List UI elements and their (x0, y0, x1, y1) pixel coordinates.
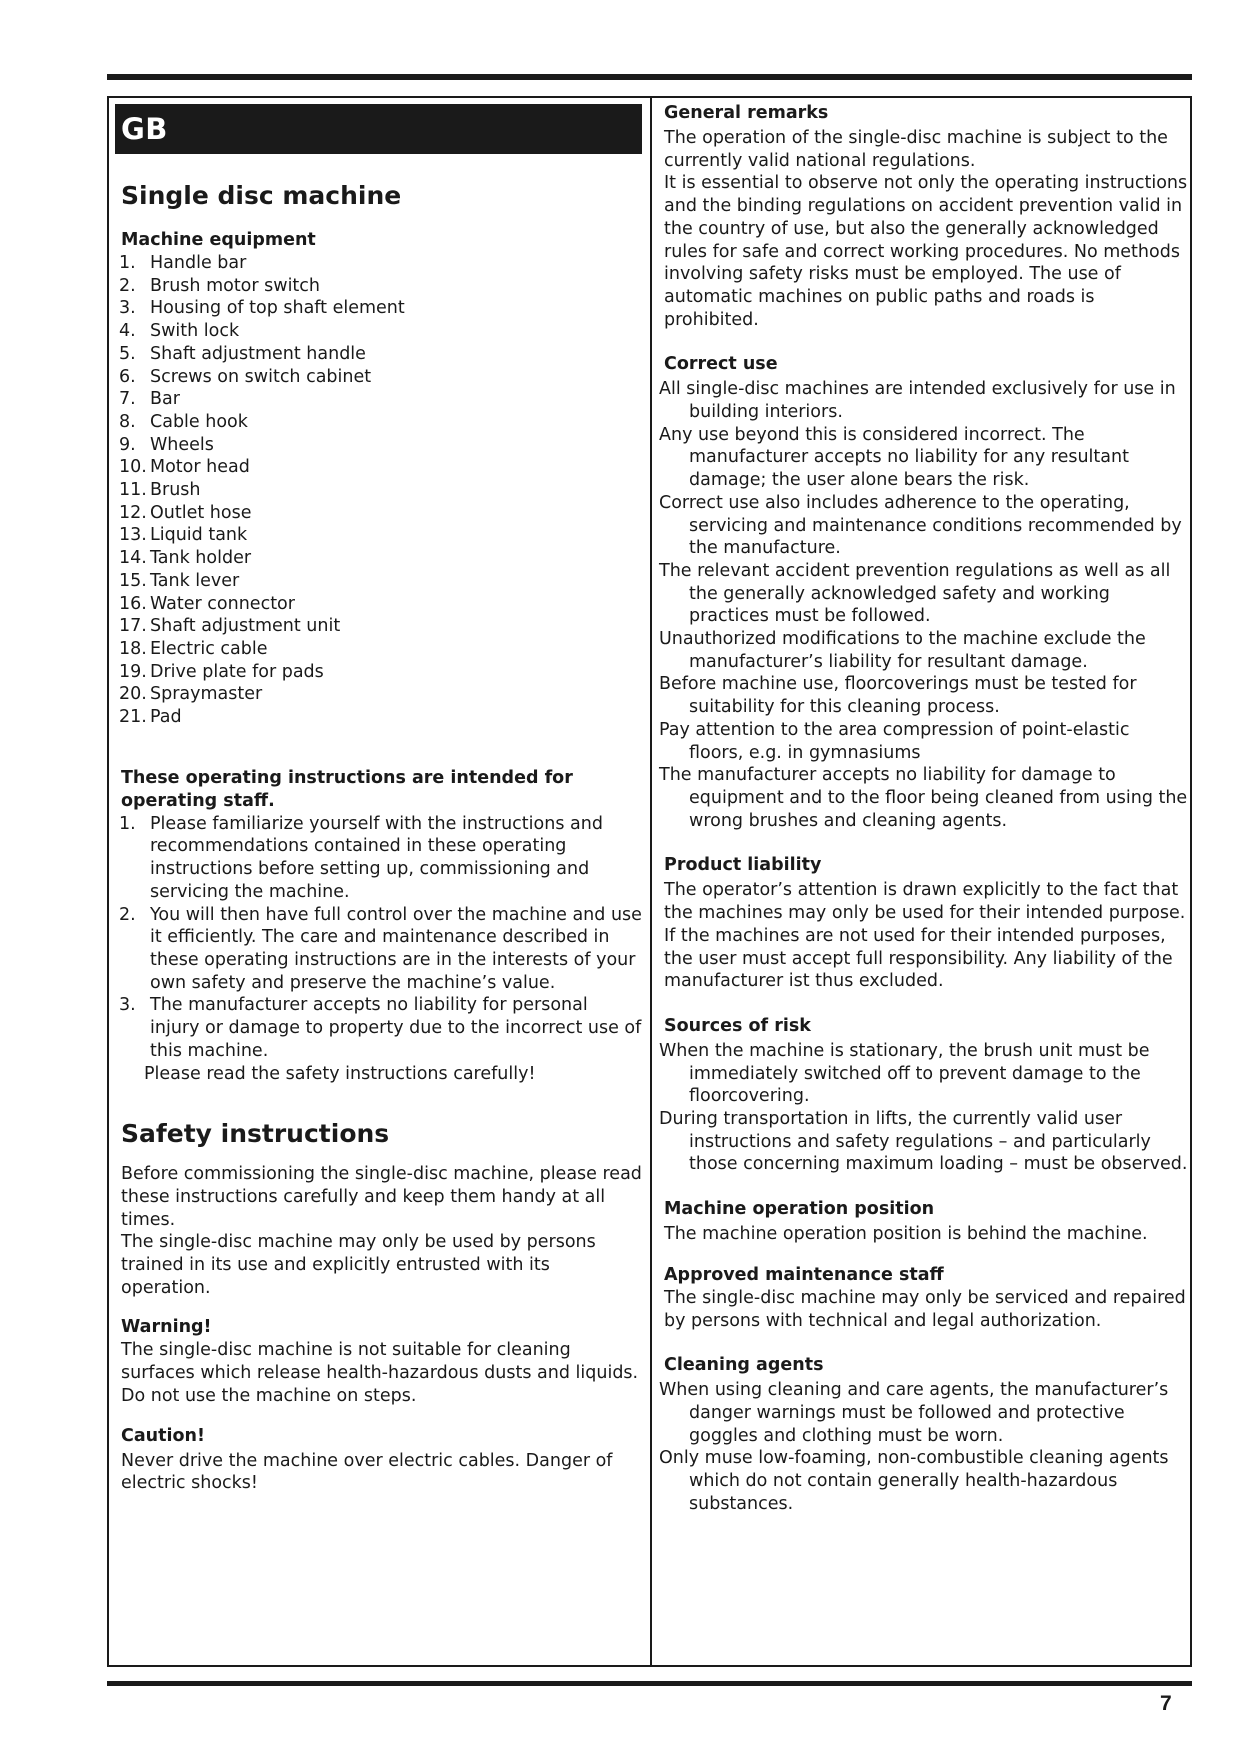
equipment-item-number: 14. (119, 548, 147, 569)
general-heading: General remarks (664, 103, 829, 123)
equipment-item (119, 275, 642, 298)
equipment-item-number: 10. (119, 457, 147, 478)
operation-position-heading: Machine operation position (664, 1199, 935, 1220)
equipment-item (119, 411, 642, 434)
equipment-item (119, 547, 642, 570)
equipment-heading: Machine equipment (121, 230, 316, 250)
warning-heading: Warning! (121, 1317, 212, 1338)
equipment-item-text: Pad (150, 707, 182, 728)
left-column (115, 104, 642, 1495)
equipment-item-text: Swith lock (150, 321, 240, 342)
equipment-item (119, 706, 642, 729)
top-rule (107, 74, 1192, 80)
general-paragraph-1: The operation of the single-disc machine is subject to the currently valid national regulations. (664, 128, 1168, 171)
instruction-item-text: The manufacturer accepts no liability for personal injury or damage to property due to the incorrect use of this machine. (150, 995, 642, 1061)
instruction-item-number: 2. (119, 904, 136, 925)
equipment-item-text: Electric cable (150, 638, 268, 659)
equipment-item-text: Liquid tank (150, 525, 248, 546)
equipment-item-number: 1. (119, 253, 136, 273)
equipment-item-number: 13. (119, 525, 147, 546)
correct-use-item: Any use beyond this is considered incorrect. The manufacturer accepts no liability for any resultant damage; the user alone bears the risk. (659, 424, 1129, 491)
cleaning-agent-item: Only muse low-foaming, non-combustible cleaning agents which do not contain generally health-hazardous substances. (659, 1448, 1169, 1514)
correct-use-list (658, 378, 1188, 832)
equipment-item-number: 19. (119, 661, 147, 682)
page-title: Single disc machine (121, 181, 402, 210)
sources-of-risk-heading: Sources of risk (664, 1015, 811, 1036)
equipment-item-text: Bar (150, 389, 180, 410)
equipment-item-text: Tank holder (150, 548, 252, 569)
caution-text: Never drive the machine over electric cables. Danger of electric shocks! (121, 1450, 613, 1494)
equipment-item (119, 638, 642, 661)
equipment-item-number: 18. (119, 638, 147, 659)
equipment-item-text: Spraymaster (150, 684, 263, 705)
bottom-rule (107, 1681, 1192, 1686)
equipment-item (119, 343, 642, 366)
equipment-item (119, 683, 642, 706)
correct-use-item: The relevant accident prevention regulations as well as all the generally acknowledged safety and working practices must be followed. (659, 560, 1171, 627)
equipment-item (119, 366, 642, 389)
equipment-item-text: Cable hook (150, 411, 248, 432)
equipment-item-number: 8. (119, 411, 136, 432)
equipment-item (119, 479, 642, 502)
read-note: Please read the safety instructions carefully! (144, 1063, 536, 1084)
instruction-item-text: Please familiarize yourself with the instructions and recommendations contained in these operating instructions before setting up, commissioning and servicing the machine. (150, 813, 603, 902)
equipment-item (119, 570, 642, 593)
safety-paragraph-1: Before commissioning the single-disc machine, please read these instructions carefully and keep them handy at all times. (121, 1164, 642, 1230)
equipment-item-text: Tank lever (150, 570, 240, 591)
general-paragraph-2: It is essential to observe not only the operating instructions and the binding regulations on accident prevention valid in the country of use, but also the generally acknowledged rules for safe and correct working procedures. No methods involving safety risks must be employed. The use of automatic machines on public paths and roads is prohibited. (664, 173, 1188, 330)
caution-heading: Caution! (121, 1425, 205, 1446)
instruction-item (119, 813, 642, 904)
risk-item: When the machine is stationary, the brush unit must be immediately switched off to prevent damage to the floorcovering. (659, 1040, 1150, 1107)
equipment-item-number: 20. (119, 684, 147, 705)
equipment-item-text: Screws on switch cabinet (150, 366, 372, 387)
intended-heading: These operating instructions are intended for operating staff. (121, 767, 573, 811)
equipment-item-number: 9. (119, 434, 136, 455)
equipment-item-number: 5. (119, 343, 136, 364)
equipment-item-number: 6. (119, 366, 136, 387)
cleaning-agents-heading: Cleaning agents (664, 1355, 824, 1376)
equipment-item (119, 615, 642, 638)
equipment-item-number: 11. (119, 480, 147, 501)
correct-use-item: Correct use also includes adherence to the operating, servicing and maintenance conditions recommended by the manufacture. (659, 492, 1182, 559)
equipment-item-text: Shaft adjustment unit (150, 616, 341, 637)
instructions-list (115, 813, 642, 1063)
equipment-item-number: 15. (119, 570, 147, 591)
product-liability-text: The operator’s attention is drawn explicitly to the fact that the machines may only be used for their intended purpose. If the machines are not used for their intended purposes, the user must accept full responsibility. Any liability of the manufacturer ist thus excluded. (664, 880, 1186, 992)
correct-use-item: The manufacturer accepts no liability for damage to equipment and to the floor being cleaned from using the wrong brushes and cleaning agents. (659, 765, 1188, 831)
maintenance-staff-text: The single-disc machine may only be serviced and repaired by persons with technical and legal authorization. (664, 1287, 1186, 1331)
product-liability-heading: Product liability (664, 855, 822, 876)
equipment-item-text: Drive plate for pads (150, 661, 324, 682)
equipment-item (119, 388, 642, 411)
equipment-item (119, 320, 642, 343)
instruction-item-text: You will then have full control over the machine and use it efficiently. The care and maintenance described in these operating instructions are in the interests of your own safety and preserve the machine’s value. (150, 904, 642, 993)
equipment-item (119, 502, 642, 525)
equipment-item-number: 2. (119, 275, 136, 296)
sources-of-risk-list (658, 1040, 1188, 1176)
correct-use-heading: Correct use (664, 354, 778, 375)
equipment-list (115, 252, 642, 729)
equipment-item-text: Wheels (150, 434, 214, 455)
language-code-bar: GB (115, 104, 642, 154)
equipment-item-text: Housing of top shaft element (150, 298, 405, 319)
equipment-item-text: Brush motor switch (150, 275, 321, 296)
instruction-item-number: 1. (119, 813, 136, 834)
equipment-item-text: Motor head (150, 457, 250, 478)
equipment-item (119, 297, 642, 320)
correct-use-item: Before machine use, floorcoverings must be tested for suitability for this cleaning process. (659, 674, 1137, 718)
equipment-item-text: Outlet hose (150, 502, 252, 523)
correct-use-item: Pay attention to the area compression of point-elastic floors, e.g. in gymnasiums (659, 719, 1130, 763)
equipment-item (119, 661, 642, 684)
equipment-item (119, 434, 642, 457)
cleaning-agent-item: When using cleaning and care agents, the manufacturer’s danger warnings must be followed and protective goggles and clothing must be worn. (659, 1380, 1169, 1446)
equipment-item-text: Water connector (150, 593, 295, 614)
instruction-item-number: 3. (119, 995, 136, 1016)
equipment-item-number: 3. (119, 298, 136, 319)
equipment-item-number: 17. (119, 616, 147, 637)
equipment-item-number: 12. (119, 502, 147, 523)
equipment-item (119, 252, 642, 275)
cleaning-agents-list (658, 1379, 1188, 1515)
page-frame (107, 96, 1192, 1667)
instruction-item (119, 904, 642, 995)
equipment-item-number: 7. (119, 389, 136, 410)
equipment-item-number: 16. (119, 593, 147, 614)
risk-item: During transportation in lifts, the currently valid user instructions and safety regulations – and particularly those concerning maximum loading – must be observed. (659, 1109, 1188, 1175)
correct-use-item: Unauthorized modifications to the machine exclude the manufacturer’s liability for resultant damage. (659, 629, 1146, 672)
equipment-item-number: 21. (119, 707, 147, 728)
equipment-item (119, 593, 642, 616)
safety-title: Safety instructions (121, 1119, 390, 1149)
column-divider (650, 98, 652, 1665)
page-number: 7 (1160, 1692, 1172, 1715)
equipment-item-text: Brush (150, 480, 201, 501)
correct-use-item: All single-disc machines are intended exclusively for use in building interiors. (659, 379, 1176, 423)
equipment-item (119, 524, 642, 547)
equipment-item-text: Shaft adjustment handle (150, 343, 366, 364)
instruction-item (119, 994, 642, 1062)
right-column (658, 102, 1188, 1515)
operation-position-text: The machine operation position is behind the machine. (664, 1224, 1148, 1245)
equipment-item (119, 456, 642, 479)
equipment-item-text: Handle bar (150, 253, 247, 273)
equipment-item-number: 4. (119, 321, 136, 342)
safety-paragraph-2: The single-disc machine may only be used by persons trained in its use and explicitly entrusted with its operation. (121, 1232, 596, 1298)
warning-text: The single-disc machine is not suitable for cleaning surfaces which release health-hazardous dusts and liquids. Do not use the machine on steps. (121, 1340, 639, 1406)
maintenance-staff-heading: Approved maintenance staff (664, 1264, 944, 1285)
